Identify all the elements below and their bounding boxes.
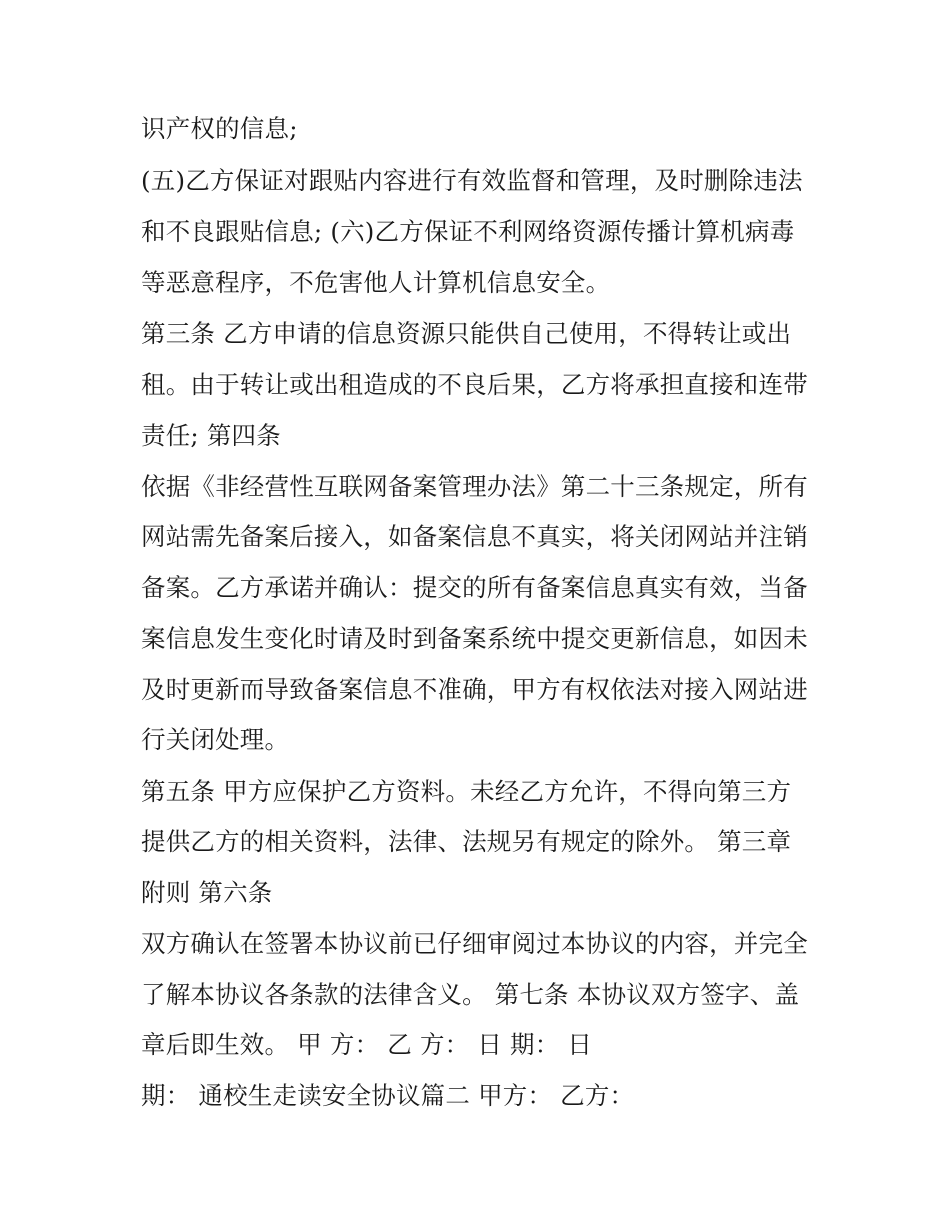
text-line: 及时更新而导致备案信息不准确，甲方有权依法对接入网站进	[141, 675, 808, 704]
text-line: 了解本协议各条款的法律含义。 第七条 本协议双方签字、盖	[141, 980, 800, 1009]
text-line: 租。由于转让或出租造成的不良后果，乙方将承担直接和连带	[141, 370, 808, 399]
text-line: 备案。乙方承诺并确认：提交的所有备案信息真实有效，当备	[141, 573, 808, 602]
text-line: 网站需先备案后接入，如备案信息不真实，将关闭网站并注销	[141, 522, 808, 551]
text-line: 依据《非经营性互联网备案管理办法》第二十三条规定，所有	[141, 472, 808, 501]
text-line: 期： 通校生走读安全协议篇二 甲方： 乙方：	[141, 1081, 635, 1110]
text-line: 行关闭处理。	[141, 725, 290, 754]
text-line: 和不良跟贴信息; (六)乙方保证不利网络资源传播计算机病毒	[141, 217, 795, 246]
text-line: 案信息发生变化时请及时到备案系统中提交更新信息，如因未	[141, 624, 808, 653]
text-line: 章后即生效。 甲 方： 乙 方： 日 期： 日	[141, 1030, 593, 1059]
text-line: 责任; 第四条	[141, 421, 281, 450]
text-line: 提供乙方的相关资料，法律、法规另有规定的除外。 第三章	[141, 827, 792, 856]
text-line: 等恶意程序，不危害他人计算机信息安全。	[141, 268, 611, 297]
text-line: 双方确认在签署本协议前已仔细审阅过本协议的内容，并完全	[141, 929, 808, 958]
text-line: (五)乙方保证对跟贴内容进行有效监督和管理，及时删除违法	[141, 166, 803, 195]
text-line: 第五条 甲方应保护乙方资料。未经乙方允许，不得向第三方	[141, 777, 792, 806]
text-line: 识产权的信息;	[141, 114, 298, 143]
text-line: 第三条 乙方申请的信息资源只能供自己使用，不得转让或出	[141, 319, 792, 348]
text-line: 附则 第六条	[141, 878, 273, 907]
